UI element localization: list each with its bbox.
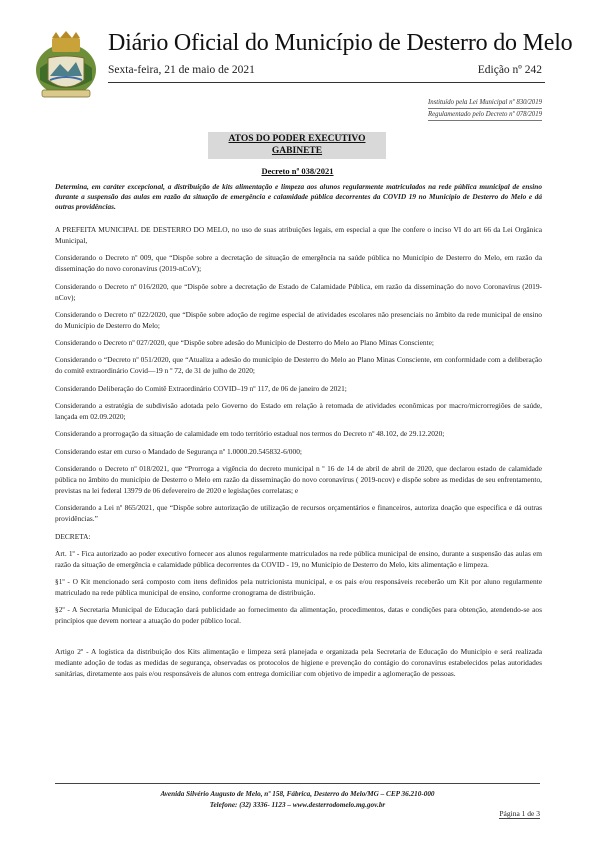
paragraph-considering-10: Considerando o Decreto nº 018/2021, que “Prorroga a vigência do decreto municipal n º 16 de 14 de abril de abril de 2020, que declarou estado de calamidade pública no âmbito do município de Desterro o Melo em razão da disseminação do novo coronavírus ( 2019-ncov) e dispõe sobre as medidas de seu enfrentamento, previstas na lei federal 13979 de 06 defevereiro de 2020 e legislações correlatas; e <box>55 463 542 495</box>
paragraph-considering-11: Considerando a Lei nº 865/2021, que “Dispõe sobre autorização de utilização de recursos orçamentários e financeiros, autoriza doação que especifica e dá outras providências.” <box>55 503 542 524</box>
paragraph-considering-6: Considerando Deliberação do Comitê Extraordinário COVID–19 nº 117, de 06 de janeiro de 2021; <box>55 383 347 393</box>
paragraph-considering-7: Considerando a estratégia de subdivisão adotada pelo Governo do Estado em relação à retomada de atividades econômicas por macro/microrregiões de saúde, lançada em 02.09.2020; <box>55 401 542 422</box>
footer-divider <box>55 783 540 784</box>
paragraph-decrees: DECRETA: <box>55 531 91 541</box>
edition-number: Edição nº 242 <box>477 64 542 76</box>
page-number: Página 1 de 3 <box>499 809 540 818</box>
decree-summary: Determina, em caráter excepcional, a distribuição de kits alimentação e limpeza aos alunos regularmente matriculados na rede pública municipal de ensino durante a suspensão das aulas em razão da situação de emergência e calamidade pública decorrentes da COVID 19 no Município de Desterro do Melo e dá outras providências. <box>55 182 542 211</box>
section-title: ATOS DO PODER EXECUTIVO <box>228 134 366 144</box>
newspaper-title: Diário Oficial do Município de Desterro do Melo <box>108 30 573 56</box>
paragraph-considering-1: Considerando o Decreto nº 009, que “Dispõe sobre a decretação de situação de emergência na saúde pública no Município de Desterro do Melo, em razão da disseminação do novo coronavírus (2019-nCoV); <box>55 253 542 274</box>
paragraph-article-2: Artigo 2º - A logística da distribuição dos Kits alimentação e limpeza será planejada e organizada pela Secretaria de Educação do Município e será realizada mediante adoção de todas as medidas de segurança, observadas os protocolos de higiene e prevenção do contágio do coronavírus estabelecidos pelas autoridades sanitárias, diretamente aos pais e/ou responsáveis de alunos com entrega domiciliar com objetivo de impedir a aglomeração de pessoas. <box>55 647 542 679</box>
section-heading <box>208 132 386 159</box>
decree-body <box>55 224 542 686</box>
institution-law-note: Instituído pela Lei Municipal nº 830/2019 <box>428 97 542 109</box>
paragraph-considering-8: Considerando a prorrogação da situação de calamidade em todo território estadual nos termos do Decreto nº 48.102, de 29.12.2020; <box>55 429 445 439</box>
paragraph-article-1: Art. 1º - Fica autorizado ao poder executivo fornecer aos alunos regularmente matriculados na rede pública municipal de ensino, durante a suspensão das aulas em razão da situação de emergência e calamidade pública decorrentes da COVID - 19, no Município de Desterro do Melo, kits alimentação e limpeza. <box>55 548 542 569</box>
paragraph-section-2: §2º - A Secretaria Municipal de Educação dará publicidade ao fornecimento da alimentação, procedimentos, datas e condições para obtenção, atendendo-se aos princípios que devem nortear a atuação do poder público local. <box>55 605 542 626</box>
paragraph-considering-2: Considerando o Decreto nº 016/2020, que “Dispõe sobre a decretação de Estado de Calamidade Pública, em razão da disseminação do novo Coronavírus (2019- nCov); <box>55 281 542 302</box>
municipal-crest-icon <box>30 30 102 102</box>
paragraph-section-1: §1º - O Kit mencionado será composto com itens definidos pela nutricionista municipal, e os pais e/ou responsáveis receberão um Kit por aluno regularmente matriculado na rede pública municipal de ensino, conforme cronograma de distribuição. <box>55 577 542 598</box>
footer <box>0 789 595 811</box>
paragraph-considering-9: Considerando estar em curso o Mandado de Segurança nº 1.0000.20.545832-6/000; <box>55 446 302 456</box>
decree-title: Decreto nº 038/2021 <box>261 166 334 176</box>
publication-date: Sexta-feira, 21 de maio de 2021 <box>108 64 255 76</box>
paragraph-considering-4: Considerando o Decreto nº 027/2020, que “Dispõe sobre adesão do Município de Desterro do Melo ao Plano Minas Consciente; <box>55 338 434 348</box>
footer-address: Avenida Silvério Augusto de Melo, nº 158, Fábrica, Desterro do Melo/MG – CEP 36.210-000 <box>160 790 435 798</box>
paragraph-preamble: A PREFEITA MUNICIPAL DE DESTERRO DO MELO, no uso de suas atribuições legais, em especial a que lhe confere o inciso VI do art 66 da Lei Orgânica Municipal, <box>55 225 542 245</box>
header-divider <box>108 82 545 83</box>
section-subtitle: GABINETE <box>271 146 323 156</box>
institution-notes <box>428 97 542 121</box>
regulation-decree-note: Regulamentado pelo Decreto nº 078/2019 <box>428 109 542 121</box>
footer-contact: Telefone: (32) 3336- 1123 – www.desterrodomelo.mg.gov.br <box>209 801 386 809</box>
paragraph-considering-5: Considerando o “Decreto nº 051/2020, que “Atualiza a adesão do município de Desterro do Melo ao Plano Minas Consciente, em conformidade com a deliberação do comitê extraordinário Covid—19 n º 72, de 31 de julho de 2020; <box>55 355 542 376</box>
paragraph-considering-3: Considerando o Decreto nº 022/2020, que “Dispõe sobre adoção de regime especial de atividades escolares não presenciais no âmbito da rede municipal de ensino do Município de Desterro do Melo; <box>55 309 542 330</box>
